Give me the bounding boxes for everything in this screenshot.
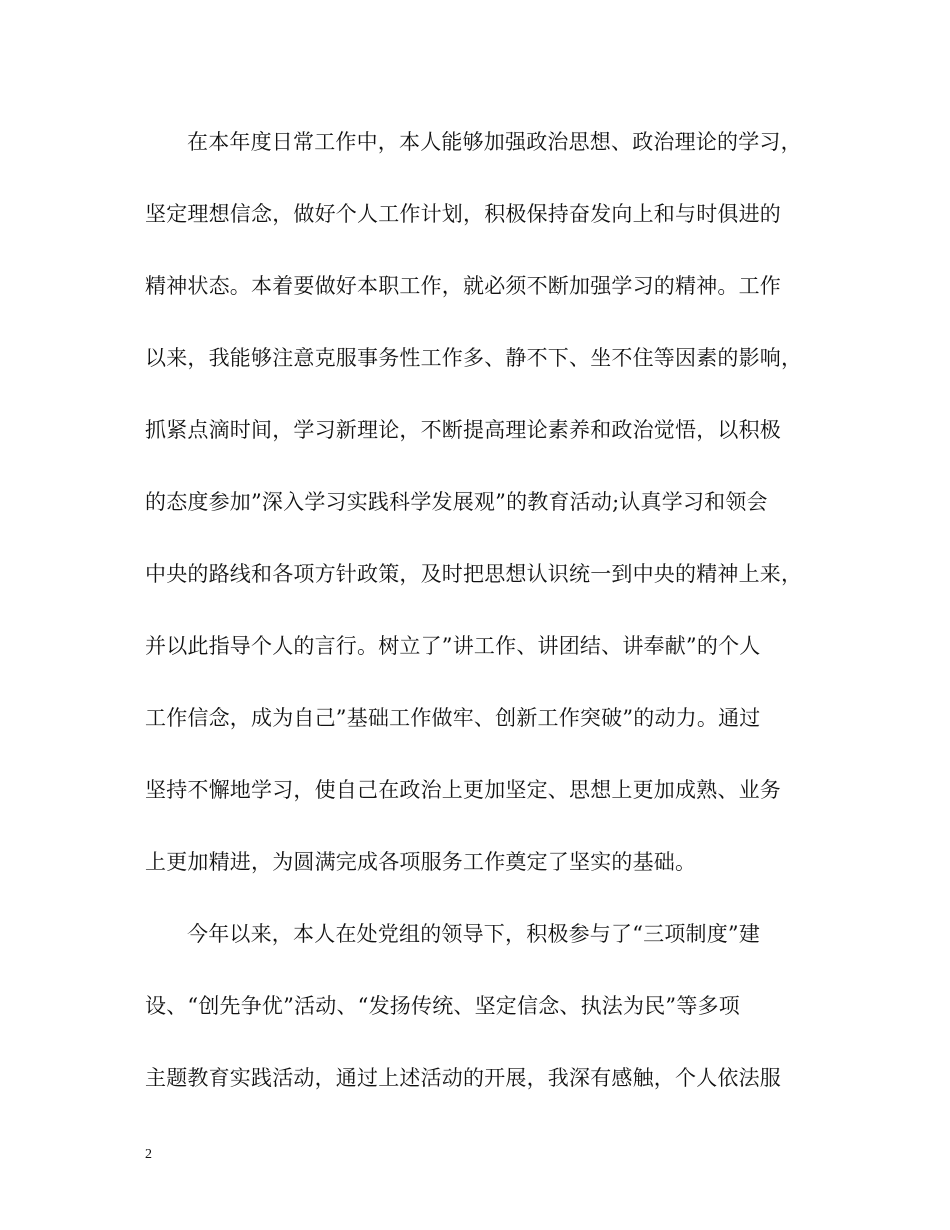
paragraph-1-line-10: 坚持不懈地学习，使自己在政治上更加坚定、思想上更加成熟、业务 — [145, 778, 781, 802]
paragraph-2-line-1: 今年以来，本人在处党组的领导下，积极参与了“三项制度”建 — [187, 922, 761, 946]
paragraph-2-line-3: 主题教育实践活动，通过上述活动的开展，我深有感触，个人依法服 — [145, 1066, 781, 1090]
page-number: 2 — [145, 1147, 152, 1162]
paragraph-2-line-2: 设、“创先争优”活动、“发扬传统、坚定信念、执法为民”等多项 — [145, 994, 740, 1018]
paragraph-1-line-3: 精神状态。本着要做好本职工作，就必须不断加强学习的精神。工作 — [145, 274, 781, 298]
paragraph-1-line-8: 并以此指导个人的言行。树立了”讲工作、讲团结、讲奉献”的个人 — [145, 634, 761, 658]
paragraph-1-line-9: 工作信念，成为自己”基础工作做牢、创新工作突破”的动力。通过 — [145, 706, 761, 730]
paragraph-1-line-4: 以来，我能够注意克服事务性工作多、静不下、坐不住等因素的影响， — [145, 346, 803, 370]
paragraph-1-line-1: 在本年度日常工作中，本人能够加强政治思想、政治理论的学习， — [187, 130, 802, 154]
paragraph-1-line-5: 抓紧点滴时间，学习新理论，不断提高理论素养和政治觉悟，以积极 — [145, 418, 781, 442]
paragraph-1-line-11: 上更加精进，为圆满完成各项服务工作奠定了坚实的基础。 — [145, 850, 697, 874]
paragraph-1-line-7: 中央的路线和各项方针政策，及时把思想认识统一到中央的精神上来， — [145, 562, 803, 586]
paragraph-1-line-2: 坚定理想信念，做好个人工作计划，积极保持奋发向上和与时俱进的 — [145, 202, 781, 226]
paragraph-1-line-6: 的态度参加”深入学习实践科学发展观”的教育活动;认真学习和领会 — [145, 490, 768, 514]
